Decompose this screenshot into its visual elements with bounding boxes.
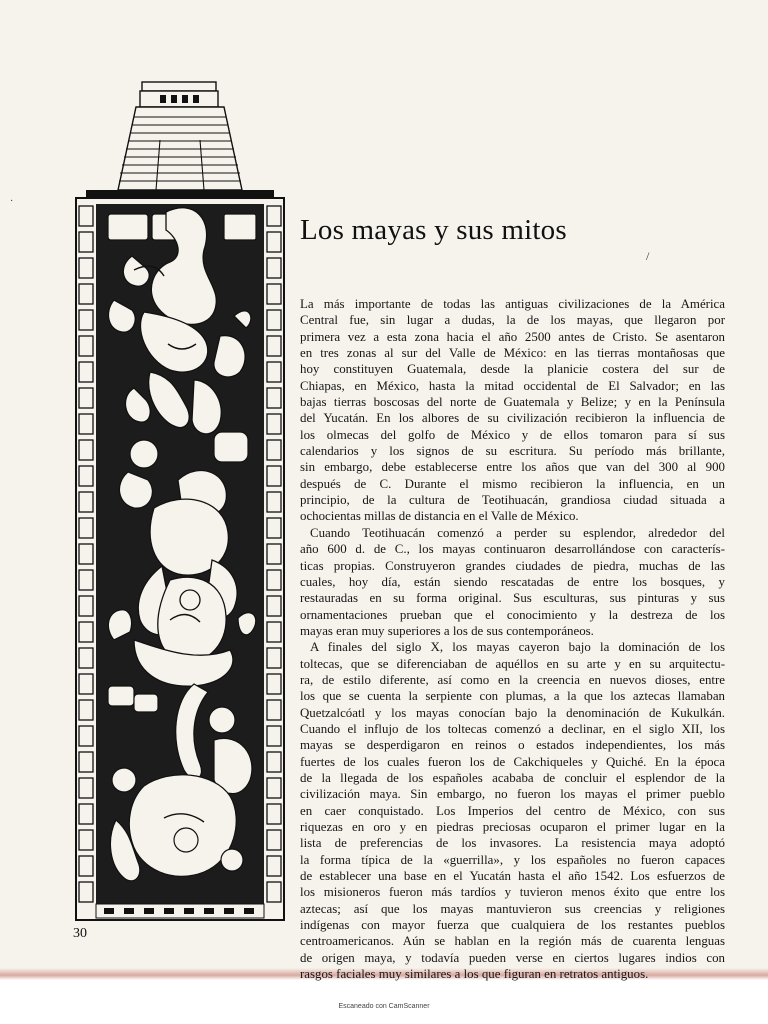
text-line: Central fue, sin lugar a dudas, la de los mayas, que llegaron por [300, 313, 725, 328]
text-line: civilización maya. Sin embargo, no fueron los mayas el primer pueblo [300, 787, 725, 802]
maya-stela-illustration [74, 80, 286, 922]
text-line: mayas eran muy superiores a los de sus contemporáneos. [300, 623, 594, 638]
text-line: fuertes de los cuales fueron los de Cakchiqueles y Quiché. En la época [300, 754, 725, 769]
text-line: los que se cuenta la serpiente con plumas, a la que los aztecas llamaban [300, 689, 725, 704]
text-line: de la llegada de los españoles acababa de concluir el esplendor de la [300, 770, 725, 785]
text-line: bajas tierras boscosas del norte de Guatemala y Belize; y en la Península [300, 395, 725, 410]
text-line: rasgos faciales muy similares a los que figuran en retratos antiguos. [300, 967, 649, 982]
text-line: riquezas en oro y en piedras preciosas ocuparon el primer lugar en la [300, 820, 725, 834]
scanner-watermark: Escaneado con CamScanner [338, 1003, 430, 1010]
text-line: de origen maya, y todavía pueden verse en ciertos lugares indios con [300, 950, 725, 965]
text-line: toltecas, que se diferenciaban de aquéllos en su arte y en su arquitectu- [300, 656, 725, 671]
text-line: mayas se desperdigaron en reinos o estados independientes, los más [300, 738, 725, 753]
text-line: lista de preferencias de los invasores. La resistencia maya adoptó [300, 836, 725, 851]
text-line: sin embargo, debe establecerse entre los años que van del 300 al 900 [300, 460, 725, 475]
text-line: cuales, hoy día, están siendo rescatadas de entre los bosques, y [300, 574, 725, 589]
text-line: Chiapas, en México, hasta la mitad occidental de El Salvador; en las [300, 378, 725, 393]
text-line: ochocientas millas de distancia en el Valle de México. [300, 509, 579, 524]
text-line: aztecas; así que los mayas mantuvieron sus creencias y religiones [300, 901, 725, 916]
stray-mark: / [646, 249, 650, 263]
text-line: ornamentaciones prueban que el conocimiento y la destreza de los [300, 607, 725, 622]
text-line: hoy constituyen Guatemala, desde la planicie costera del sur de [300, 362, 725, 377]
text-line: Cuando el influjo de los toltecas comenzó a declinar, en el siglo XII, los [300, 721, 725, 736]
text-line: La más importante de todas las antiguas civilizaciones de la América [300, 297, 725, 311]
text-line: ra, de estilo diferente, así como en la creencia en nuevos dioses, entre [300, 672, 725, 687]
text-line: de establecer una base en el Yucatán hasta el año 1542. Los esfuerzos de [300, 869, 725, 884]
text-line: en tres zonas al sur del Valle de México: en las tierras montañosas que [300, 346, 725, 361]
page-number: 30 [73, 926, 87, 941]
text-line: después de C. Durante el mismo recibieron la influencia, en un [300, 476, 725, 491]
text-line: Quetzalcóatl y los mayas conocían bajo la denominación de Kukulkán. [300, 705, 725, 720]
text-line: los olmecas del golfo de México y de ellos tomaron para sí sus [300, 427, 725, 442]
text-line: la forma típica de la «guerrilla», y los españoles no fueron capaces [300, 852, 725, 867]
text-line: restauradas en su forma original. Sus esculturas, sus pinturas y sus [300, 591, 725, 606]
text-line: año 600 d. de C., los mayas continuaron desarrollándose con caracterís- [300, 542, 725, 557]
text-line: principio, de la cultura de Teotihuacán, grandiosa ciudad situada a [300, 493, 725, 508]
text-line: en caer conquistado. Los Imperios del centro de México, con sus [300, 803, 725, 818]
text-line: calendarios y los signos de su escritura. Su período más brillante, [300, 444, 725, 459]
text-line: los misioneros fueron más tardíos y tuvieron menos éxito que entre los [300, 885, 725, 900]
text-line: indígenas con mayor fuerza que cualquiera de los restantes pueblos [300, 918, 725, 933]
text-line: primera vez a esta zona hacia el año 2500 antes de Cristo. Se asentaron [300, 329, 725, 344]
page-title: Los mayas y sus mitos [300, 214, 567, 246]
text-line: centroamericanos. Aún se hablan en la región más de cuarenta lenguas [300, 934, 725, 949]
article-body [300, 296, 725, 982]
text-line: ticas propias. Construyeron grandes ciudades de piedra, muchas de las [300, 558, 725, 573]
text-line: A finales del siglo X, los mayas cayeron bajo la dominación de los [310, 640, 725, 655]
text-line: Cuando Teotihuacán comenzó a perder su esplendor, alrededor del [310, 525, 725, 540]
stray-mark: · [10, 196, 14, 207]
text-line: del Yucatán. En los albores de su civilización recibieron la influencia de [300, 411, 725, 426]
